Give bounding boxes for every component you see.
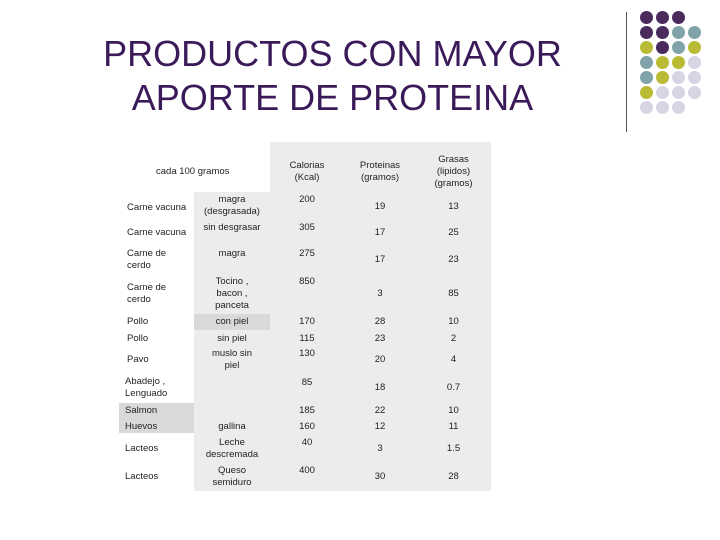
food-name: Carne de cerdo [127, 248, 167, 271]
cut-label: Queso semiduro [212, 465, 252, 488]
cut-label: muslo sin piel [211, 348, 253, 371]
kcal-value: 400 [299, 465, 315, 476]
decorative-dot [656, 56, 669, 69]
decorative-dot [672, 56, 685, 69]
fat-value: 0.7 [446, 382, 461, 393]
food-name: Salmon [125, 405, 158, 416]
protein-value: 3 [377, 288, 383, 299]
cut-label: gallina [218, 421, 246, 432]
protein-value: 3 [377, 443, 383, 454]
slide-title [60, 32, 605, 120]
decorative-dot [656, 41, 669, 54]
protein-value: 20 [374, 354, 386, 365]
decorative-dot [656, 101, 669, 114]
food-name: Pollo [127, 316, 149, 327]
protein-table [119, 142, 491, 491]
header-calorias: Calorias (Kcal) [289, 160, 325, 183]
fat-value: 4 [450, 354, 457, 365]
cut-label: Tocino , bacon , panceta [215, 276, 249, 311]
food-name: Lacteos [125, 443, 159, 454]
kcal-value: 305 [299, 222, 315, 233]
fat-value: 25 [448, 227, 459, 238]
fat-value: 23 [448, 254, 459, 265]
food-name: Pavo [127, 354, 149, 365]
decorative-dot [672, 86, 685, 99]
corner-label: cada 100 gramos [156, 166, 230, 177]
decorative-dot [640, 71, 653, 84]
decorative-dot [672, 26, 685, 39]
protein-value: 17 [374, 227, 386, 238]
food-name: Carne vacuna [127, 202, 187, 213]
fat-value: 1.5 [446, 443, 461, 454]
fat-value: 2 [450, 333, 457, 344]
decorative-dot [656, 11, 669, 24]
kcal-value: 850 [299, 276, 315, 287]
decorative-dot [640, 11, 653, 24]
food-name: Pollo [127, 333, 149, 344]
cut-label: sin piel [217, 333, 247, 344]
protein-value: 28 [374, 316, 386, 327]
food-name: Huevos [125, 421, 158, 432]
cut-label: con piel [215, 316, 249, 327]
decorative-dot [688, 41, 701, 54]
decorative-dot [672, 71, 685, 84]
decorative-dot [656, 71, 669, 84]
decorative-dot [672, 101, 685, 114]
dot-pattern-decoration [640, 11, 720, 121]
decorative-dot [688, 26, 701, 39]
food-name: Lacteos [125, 471, 159, 482]
fat-value: 28 [448, 471, 459, 482]
decorative-dot [640, 86, 653, 99]
protein-value: 12 [374, 421, 386, 432]
protein-value: 30 [374, 471, 386, 482]
food-name: Carne vacuna [127, 227, 187, 238]
kcal-value: 170 [299, 316, 315, 327]
title-line-1: PRODUCTOS CON MAYOR [103, 33, 562, 74]
header-grasas: Grasas (lipidos) (gramos) [434, 154, 473, 189]
protein-value: 17 [374, 254, 386, 265]
protein-value: 18 [374, 382, 386, 393]
protein-value: 19 [374, 201, 386, 212]
cut-label: magra (desgrasada) [204, 194, 260, 217]
decorative-dot [672, 41, 685, 54]
cut-label: Leche descremada [205, 437, 259, 460]
kcal-value: 275 [299, 248, 315, 259]
decorative-dot [688, 56, 701, 69]
kcal-value: 40 [301, 437, 313, 448]
kcal-value: 200 [299, 194, 315, 205]
decorative-dot [640, 41, 653, 54]
fat-value: 11 [448, 421, 459, 432]
food-name: Carne de cerdo [127, 282, 167, 305]
decorative-dot [656, 86, 669, 99]
decorative-dot [688, 71, 701, 84]
decorative-dot [640, 101, 653, 114]
cut-label: magra [218, 248, 246, 259]
protein-value: 23 [374, 333, 386, 344]
header-proteinas: Proteinas (gramos) [359, 160, 401, 183]
protein-value: 22 [374, 405, 386, 416]
fat-value: 85 [448, 288, 459, 299]
fat-value: 13 [448, 201, 459, 212]
cut-label: sin desgrasar [203, 222, 261, 233]
decorative-dot [640, 26, 653, 39]
kcal-value: 115 [299, 333, 315, 344]
kcal-value: 185 [299, 405, 315, 416]
kcal-value: 160 [299, 421, 315, 432]
fat-value: 10 [448, 405, 459, 416]
decorative-dot [640, 56, 653, 69]
title-line-2: APORTE DE PROTEINA [131, 77, 534, 118]
kcal-value: 85 [301, 377, 313, 388]
decorative-dot [656, 26, 669, 39]
food-name: Abadejo , Lenguado [125, 376, 168, 399]
divider-line [626, 12, 627, 132]
decorative-dot [672, 11, 685, 24]
decorative-dot [688, 86, 701, 99]
kcal-value: 130 [299, 348, 315, 359]
fat-value: 10 [448, 316, 459, 327]
